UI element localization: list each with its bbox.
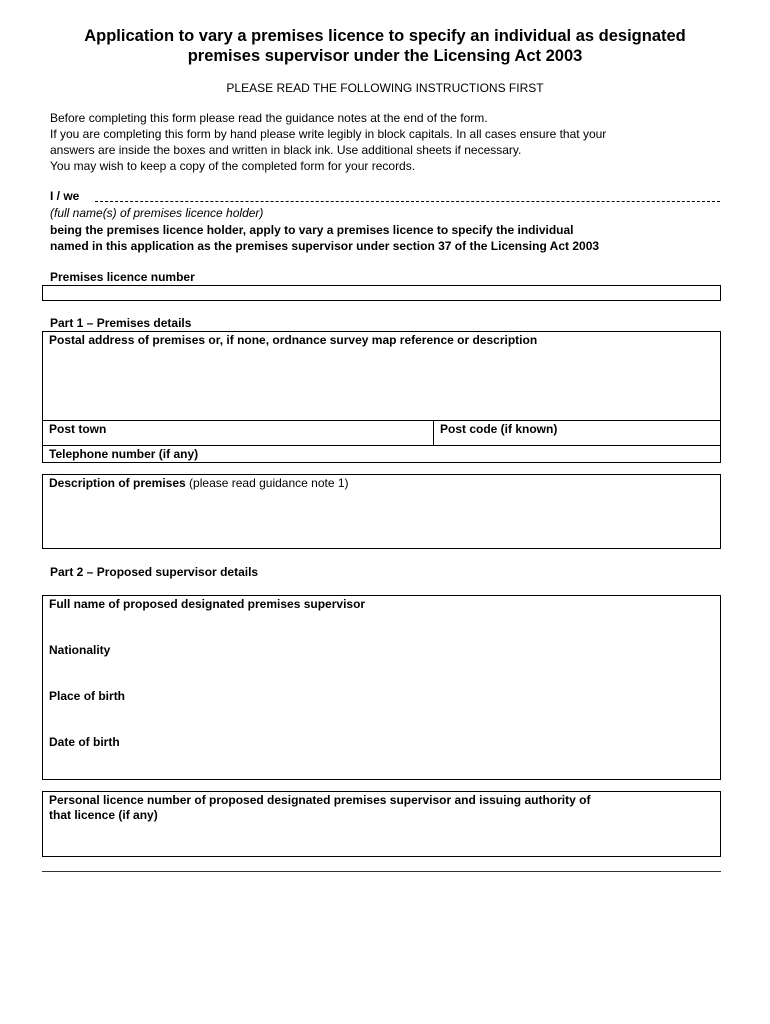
supervisor-full-name-field[interactable] <box>43 614 720 642</box>
description-of-premises-field[interactable] <box>42 474 721 549</box>
premises-licence-number-label: Premises licence number <box>50 270 195 284</box>
intro-line: answers are inside the boxes and written in black ink. Use additional sheets if necessary. <box>50 143 522 157</box>
description-of-premises-label-text: Description of premises <box>49 476 186 490</box>
application-statement-line-1: being the premises licence holder, apply to vary a premises licence to specify the individual <box>50 223 574 237</box>
personal-licence-label <box>49 793 590 823</box>
intro-line: If you are completing this form by hand please write legibly in block capitals. In all cases ensure that your <box>50 127 607 141</box>
intro-line: Before completing this form please read the guidance notes at the end of the form. <box>50 111 488 125</box>
application-statement <box>50 222 730 254</box>
instructions-heading: PLEASE READ THE FOLLOWING INSTRUCTIONS FIRST <box>226 81 544 95</box>
intro-instructions <box>50 110 730 174</box>
full-name-note: (full name(s) of premises licence holder) <box>50 206 264 220</box>
licence-holder-name-line[interactable] <box>95 201 720 202</box>
part1-heading: Part 1 – Premises details <box>50 316 192 330</box>
part2-heading: Part 2 – Proposed supervisor details <box>50 565 259 579</box>
place-of-birth-label: Place of birth <box>49 689 126 703</box>
i-we-label: I / we <box>50 189 80 203</box>
premises-details-box <box>42 331 721 463</box>
telephone-field[interactable] <box>43 446 720 462</box>
description-of-premises-label <box>49 476 349 491</box>
application-statement-line-2: named in this application as the premises supervisor under section 37 of the Licensing Act 2003 <box>50 239 600 253</box>
form-title-line-1: Application to vary a premises licence to specify an individual as designated <box>84 27 686 45</box>
supervisor-full-name-label: Full name of proposed designated premises supervisor <box>49 597 366 611</box>
post-code-field[interactable] <box>434 421 720 445</box>
form-title-line-2: premises supervisor under the Licensing Act 2003 <box>187 47 583 65</box>
nationality-field[interactable] <box>43 660 720 688</box>
supervisor-details-box <box>42 595 721 780</box>
guidance-note-reference: (please read guidance note 1) <box>185 476 349 490</box>
intro-line: You may wish to keep a copy of the completed form for your records. <box>50 159 416 173</box>
telephone-label: Telephone number (if any) <box>49 447 199 461</box>
date-of-birth-label: Date of birth <box>49 735 120 749</box>
postal-address-field[interactable] <box>43 348 720 420</box>
postal-address-label: Postal address of premises or, if none, ordnance survey map reference or description <box>49 333 538 347</box>
form-title <box>20 26 750 66</box>
section-end-rule <box>42 871 721 872</box>
place-of-birth-field[interactable] <box>43 706 720 734</box>
post-town-label: Post town <box>49 422 107 436</box>
post-code-label: Post code (if known) <box>440 422 558 436</box>
nationality-label: Nationality <box>49 643 111 657</box>
personal-licence-label-line-2: that licence (if any) <box>49 808 158 822</box>
premises-licence-number-field[interactable] <box>42 285 721 301</box>
post-town-field[interactable] <box>43 421 433 445</box>
date-of-birth-field[interactable] <box>43 752 720 779</box>
personal-licence-label-line-1: Personal licence number of proposed designated premises supervisor and issuing authority of <box>49 793 591 807</box>
personal-licence-field[interactable] <box>42 791 721 857</box>
